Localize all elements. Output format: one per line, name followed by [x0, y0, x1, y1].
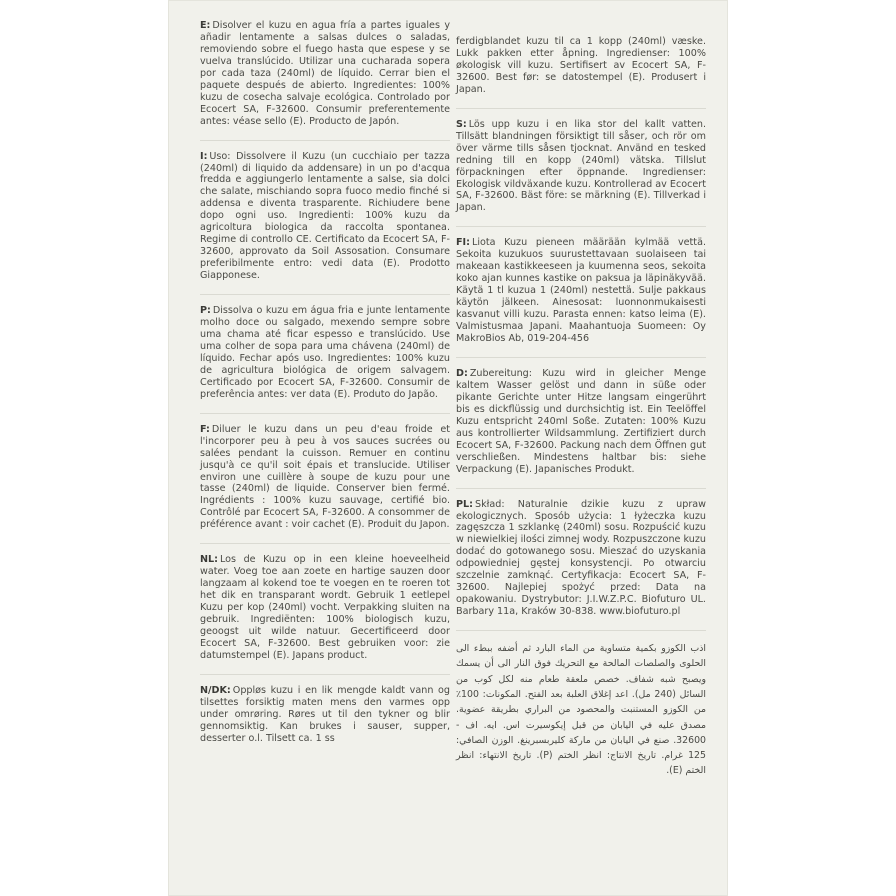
instructions-text: Lös upp kuzu i en lika stor del kallt vatten. Tillsätt blandningen försiktigt till såser, och rör om över värme tills såsen tjocknat. Använd en tesked redning till en kopp (240ml) vätska. Tillslut förpackningen efter öppnande. Ingredienser: Ekologisk vildväxande kuzu. Kontrollerad av Ecocert SA, F-32600. Bäst före: se märkning (E). Tillverkad i Japan. — [456, 118, 706, 214]
section-divider — [456, 226, 706, 227]
left-background — [0, 0, 168, 896]
language-code: NL: — [200, 554, 218, 566]
instructions-spanish — [200, 20, 450, 128]
instructions-text: اذب الكوزو بكمية متساوية من الماء البارد ثم أضفه ببطء الى الحلوى والصلصات المالحة مع التحريك فوق النار الى أن يسمك ويصبح شبه شفاف. خصص ملعقة طعام منه لكل كوب من السائل (240 مل). اعد إغلاق العلبة بعد الفتح. المكونات: 100٪ من الكوزو المستنبت والمحصود من البراري بطريقة عضوية. مصدق عليه في اليابان من قبل إيكوسيرت اس. ايه. اف - 32600. صنع في اليابان من ماركة كليربسبرينغ. الوزن الصافي: 125 غرام. تاريخ الانتاج: انظر الختم (P). تاريخ الانتهاء: انظر الختم (E). — [456, 643, 706, 777]
instructions-swedish — [456, 119, 706, 215]
language-code: N/DK: — [200, 684, 231, 696]
language-code: E: — [200, 20, 211, 31]
language-code: S: — [456, 118, 467, 130]
instructions-text: Uso: Dissolvere il Kuzu (un cucchiaio per tazza (240ml) di liquido da addensare) in un po d'acqua fredda e aggiungerlo lentamente a salse, sia dolci che salate, mischiando sopra fuoco medio finché si addensa e diventa trasparente. Richiudere bene dopo ogni uso. Ingredienti: 100% kuzu da agricoltura biologica da raccolta spontanea. Regime di controllo CE. Certificato da Ecocert SA, F-32600, approvato da Soil Assosation. Consumare preferibilmente entro: vedi data (E). Prodotto Giapponese. — [200, 150, 450, 282]
instructions-text: Oppløs kuzu i en lik mengde kaldt vann og tilsettes forsiktig maten mens den varmes opp under omrøring. Røres ut til den tykner og blir gennomsiktig. Kan brukes i sauser, supper, desserter o.l. Tilsett ca. 1 ss — [200, 684, 450, 744]
instructions-french — [200, 424, 450, 532]
language-code: D: — [456, 367, 468, 379]
instructions-norwegian-danish — [200, 685, 450, 745]
instructions-german — [456, 368, 706, 476]
instructions-text: Skład: Naturalnie dzikie kuzu z upraw ekologicznych. Sposób użycia: 1 łyżeczka kuzu zagęszcza 1 szklankę (240ml) sosu. Rozpuścić kuzu w niewielkiej ilości zimnej wody. Rozpuszczone kuzu dodać do gotowanego sosu. Mieszać do uzyskania odpowiedniej gęstej konsystencji. Po otwarciu szczelnie zamknąć. Certyfikacja: Ecocert SA, F-32600. Najlepiej spożyć przed: Data na opakowaniu. Dystrybutor: J.I.W.Z.P.C. Biofuturo UL. Barbary 11a, Kraków 30-838. www.biofuturo.pl — [456, 498, 706, 618]
section-divider — [200, 413, 450, 414]
section-divider — [456, 357, 706, 358]
left-text-column — [200, 20, 450, 757]
instructions-text: Disolver el kuzu en agua fría a partes iguales y añadir lentamente a salsas dulces o saladas, removiendo sobre el fuego hasta que espese y se vuelva translúcido. Utilizar una cucharada sopera por cada taza (240ml) de líquido. Cerrar bien el paquete después de abierto. Ingredientes: 100% kuzu de cosecha salvaje ecológica. Controlado por Ecocert SA, F-32600. Consumir preferentemente antes: véase sello (E). Producto de Japón. — [200, 20, 450, 127]
instructions-text: Los de Kuzu op in een kleine hoeveelheid water. Voeg toe aan zoete en hartige sauzen door langzaam al kokend toe te voegen en te roeren tot het dik en transparant wordt. Gebruik 1 eetlepel Kuzu per kop (240ml) vocht. Verpakking sluiten na gebruik. Ingrediënten: 100% biologisch kuzu, geoogst uit wilde natuur. Gecertificeerd door Ecocert SA, F-32600. Best gebruiken voor: zie datumstempel (E). Japans product. — [200, 554, 450, 661]
instructions-text: ferdigblandet kuzu til ca 1 kopp (240ml) væske. Lukk pakken etter åpning. Ingredienser: 100% økologisk vill kuzu. Sertifisert av Ecocert SA, F-32600. Best før: se datostempel (E). Produsert i Japan. — [456, 36, 706, 95]
section-divider — [456, 630, 706, 631]
instructions-norwegian-continued — [456, 36, 706, 96]
language-code: P: — [200, 305, 211, 317]
product-label-panel — [168, 0, 728, 896]
instructions-text: Dissolva o kuzu em água fria e junte lentamente molho doce ou salgado, mexendo sempre sobre uma chama até ficar espesso e translúcido. Use uma colher de sopa para uma chávena (240ml) de líquido. Fechar após uso. Ingredientes: 100% kuzu de agricultura biológica de origem salvagem. Certificado por Ecocert SA, F-32600. Consumir de preferência antes: ver data (E). Produto do Japão. — [200, 305, 450, 400]
instructions-finnish — [456, 237, 706, 345]
right-text-column — [456, 36, 706, 791]
section-divider — [456, 488, 706, 489]
instructions-arabic — [456, 641, 706, 779]
instructions-polish — [456, 499, 706, 619]
instructions-text: Diluer le kuzu dans un peu d'eau froide et l'incorporer peu à peu à vos sauces sucrées ou salées pendant la cuisson. Remuer en continu jusqu'à ce qu'il soit épais et translucide. Utiliser environ une cuillère à soupe de kuzu pour une tasse (240ml) de liquide. Conserver bien fermé. Ingrédients : 100% kuzu sauvage, certifié bio. Contrôlé par Ecocert SA, F-32600. A consommer de préférence avant : voir cachet (E). Produit du Japon. — [200, 423, 450, 531]
language-code: I: — [200, 150, 208, 162]
section-divider — [200, 294, 450, 295]
right-background — [728, 0, 896, 896]
section-divider — [200, 674, 450, 675]
instructions-text: Zubereitung: Kuzu wird in gleicher Menge kaltem Wasser gelöst und dann in süße oder pikante Gerichte unter Hitze langsam eingerührt bis es dickflüssig und durchsichtig ist. Ein Teelöffel Kuzu entspricht 240ml Soße. Zutaten: 100% Kuzu aus kontrollierter Wildsammlung. Zertifiziert durch Ecocert SA, F-32600. Packung nach dem Öffnen gut verschließen. Mindestens haltbar bis: siehe Verpackung (E). Japanisches Produkt. — [456, 367, 706, 475]
section-divider — [456, 108, 706, 109]
language-code: PL: — [456, 498, 473, 510]
instructions-text: Liota Kuzu pieneen määrään kylmää vettä. Sekoita kuzukuos suurustettavaan suolaiseen tai makeaan kastikkeeseen ja kuumenna seos, sekoita koko ajan kunnes kastike on paksua ja läpinäkyvää. Käytä 1 tl kuzua 1 (240ml) nestettä. Sulje pakkaus käytön jälkeen. Ainesosat: luonnonmukaisesti kasvanut villi kuzu. Parasta ennen: katso leima (E). Valmistusmaa Japani. Maahantuoja Suomeen: Oy MakroBios Ab, 019-204-456 — [456, 237, 706, 345]
language-code: F: — [200, 423, 210, 435]
section-divider — [200, 543, 450, 544]
instructions-dutch — [200, 554, 450, 662]
instructions-italian — [200, 151, 450, 282]
instructions-portuguese — [200, 305, 450, 401]
language-code: FI: — [456, 237, 470, 249]
section-divider — [200, 140, 450, 141]
